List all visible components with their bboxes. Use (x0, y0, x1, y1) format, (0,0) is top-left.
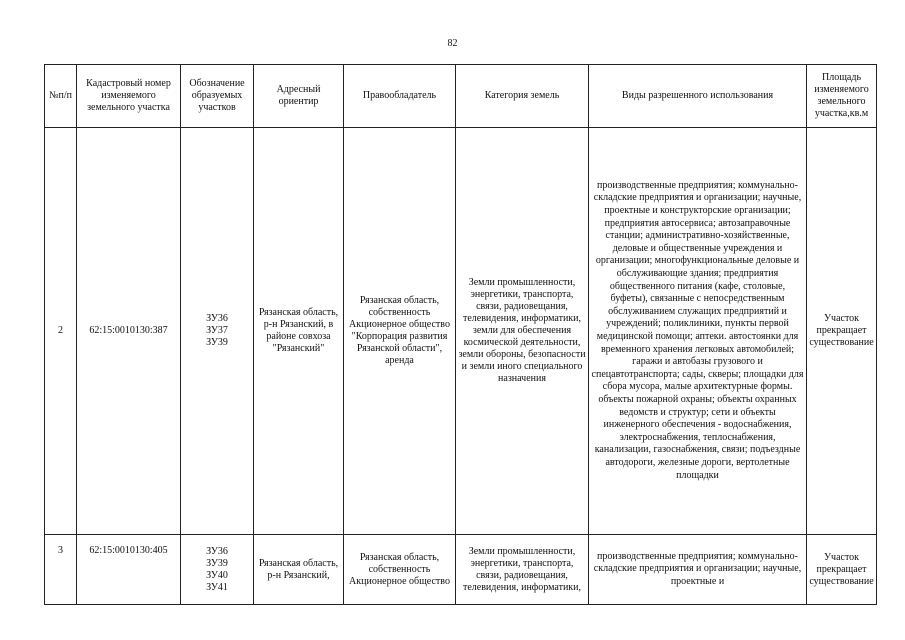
cell-permitted-use: производственные предприятия; коммунально-складские предприятия и организации; научные, проектные и (589, 535, 807, 605)
cell-permitted-use: производственные предприятия; коммунально-складские предприятия и организации; научные, проектные и конструкторские организации; предприятия автосервиса; автозаправочные станции; административно-хозяйственные, деловые и общественные учреждения и организации; многофункциональные деловые и обслуживающие здания; предприятия общественного питания (кафе, столовые, буфеты), связанные с непосредственным обслуживанием служащих предприятий и учреждений; поликлиники, пункты первой медицинской помощи; аптеки. автостоянки для временного хранения легковых автомобилей; гаражи и автобазы грузового и спецавтотранспорта; сады, скверы; площадки для сбора мусора, малые архитектурные формы. объекты пожарной охраны; объекты охранных ведомств и структур; сети и объекты инженерного обеспечения - водоснабжения, электроснабжения, теплоснабжения, канализации, газоснабжения, связи; подъездные автодороги, железные дороги, вертолетные площадки (589, 128, 807, 535)
cell-address: Рязанская область, р-н Рязанский, (254, 535, 344, 605)
cell-num: 3 (45, 535, 77, 605)
header-owner: Правообладатель (344, 65, 456, 128)
table-row (45, 128, 877, 535)
header-designation: Обозначение образуемых участков (181, 65, 254, 128)
header-address: Адресный ориентир (254, 65, 344, 128)
cell-category: Земли промышленности, энергетики, транспорта, связи, радиовещания, телевидения, информатики, земли для обеспечения космической деятельности, земли обороны, безопасности и земли иного специального назначения (456, 128, 589, 535)
cell-area: Участок прекращает существование (807, 535, 877, 605)
header-cadastral: Кадастровый номер изменяемого земельного участка (77, 65, 181, 128)
cell-cadastral: 62:15:0010130:387 (77, 128, 181, 535)
cell-num: 2 (45, 128, 77, 535)
header-num: №п/п (45, 65, 77, 128)
cell-designation: ЗУ36 ЗУ39 ЗУ40 ЗУ41 (181, 535, 254, 605)
cell-address: Рязанская область, р-н Рязанский, в районе совхоза "Рязанский" (254, 128, 344, 535)
cell-category: Земли промышленности, энергетики, транспорта, связи, радиовещания, телевидения, информатики, (456, 535, 589, 605)
cell-owner: Рязанская область, собственность Акционерное общество "Корпорация развития Рязанской области", аренда (344, 128, 456, 535)
table-header-row (45, 65, 877, 128)
cell-cadastral: 62:15:0010130:405 (77, 535, 181, 605)
table-row (45, 535, 877, 605)
cell-owner: Рязанская область, собственность Акционерное общество (344, 535, 456, 605)
header-permitted-use: Виды разрешенного использования (589, 65, 807, 128)
cell-designation: ЗУ36 ЗУ37 ЗУ39 (181, 128, 254, 535)
header-area: Площадь изменяемого земельного участка,кв.м (807, 65, 877, 128)
cell-area: Участок прекращает существование (807, 128, 877, 535)
land-plots-table (44, 64, 877, 605)
header-category: Категория земель (456, 65, 589, 128)
page-number: 82 (447, 38, 458, 49)
